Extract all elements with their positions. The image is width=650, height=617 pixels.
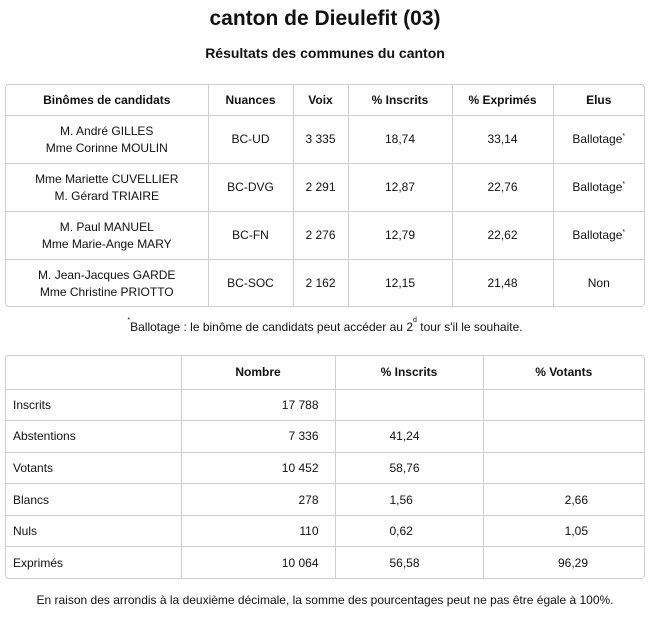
- exprimes-cell: 33,14: [452, 116, 553, 164]
- candidate-row: [6, 260, 644, 308]
- column-header: [6, 356, 181, 389]
- candidate-names: [6, 212, 208, 260]
- candidates-table: [6, 85, 644, 307]
- nombre-cell: 17 788: [181, 389, 335, 421]
- column-header: % Inscrits: [348, 85, 452, 116]
- stats-header-row: [6, 356, 644, 389]
- elus-value: Ballotage: [572, 132, 623, 146]
- candidate-names: [6, 116, 208, 164]
- footnote-marker: *: [622, 181, 626, 188]
- candidate-name: M. André GILLES: [60, 123, 154, 138]
- inscrits-cell: 41,24: [335, 421, 483, 453]
- elus-value: Ballotage: [572, 228, 623, 242]
- votants-cell: [483, 421, 644, 453]
- inscrits-cell: 58,76: [335, 452, 483, 484]
- page-title: canton de Dieulefit (03): [209, 7, 441, 30]
- elus-cell: [553, 116, 644, 164]
- votants-cell: 1,05: [483, 515, 644, 547]
- candidate-row: [6, 164, 644, 212]
- elus-value: Non: [587, 276, 610, 290]
- nombre-cell: 10 452: [181, 452, 335, 484]
- column-header: Nuances: [208, 85, 293, 116]
- column-header: Voix: [293, 85, 348, 116]
- candidate-name: Mme Mariette CUVELLIER: [35, 171, 179, 186]
- nombre-cell: 278: [181, 484, 335, 516]
- ballotage-footnote: [0, 317, 650, 334]
- candidate-row: [6, 116, 644, 164]
- nombre-cell: 7 336: [181, 421, 335, 453]
- candidate-name: Mme Marie-Ange MARY: [41, 236, 172, 251]
- ordinal-suffix: d: [413, 317, 417, 324]
- inscrits-cell: 18,74: [348, 116, 452, 164]
- rounding-note: En raison des arrondis à la deuxième décimale, la somme des pourcentages peut ne pas être égale à 100%.: [36, 593, 614, 607]
- elus-value: Ballotage: [572, 180, 623, 194]
- footnote-marker: *: [127, 317, 131, 324]
- candidates-header-row: [6, 85, 644, 116]
- candidate-name: M. Gérard TRIAIRE: [54, 188, 159, 203]
- stats-row: [6, 452, 644, 484]
- inscrits-cell: 12,79: [348, 212, 452, 260]
- candidates-table-container: [5, 84, 645, 307]
- column-header: Nombre: [181, 356, 335, 389]
- row-label: Nuls: [6, 515, 181, 547]
- footnote-marker: *: [622, 229, 626, 236]
- exprimes-cell: 21,48: [452, 260, 553, 308]
- footnote-text-end: tour s'il le souhaite.: [416, 320, 523, 334]
- stats-table-container: [5, 355, 645, 579]
- voix-cell: 2 291: [293, 164, 348, 212]
- candidate-names: [6, 260, 208, 308]
- inscrits-cell: 12,15: [348, 260, 452, 308]
- inscrits-cell: 1,56: [335, 484, 483, 516]
- voix-cell: 3 335: [293, 116, 348, 164]
- stats-row: [6, 389, 644, 421]
- inscrits-cell: [335, 389, 483, 421]
- votants-cell: 96,29: [483, 547, 644, 578]
- row-label: Abstentions: [6, 421, 181, 453]
- inscrits-cell: 12,87: [348, 164, 452, 212]
- elus-cell: [553, 260, 644, 308]
- candidate-name: Mme Corinne MOULIN: [45, 140, 168, 155]
- stats-row: [6, 484, 644, 516]
- inscrits-cell: 0,62: [335, 515, 483, 547]
- candidate-row: [6, 212, 644, 260]
- footnote-marker: *: [622, 133, 626, 140]
- votants-cell: 2,66: [483, 484, 644, 516]
- stats-row: [6, 421, 644, 453]
- nuance-cell: BC-FN: [208, 212, 293, 260]
- column-header: % Exprimés: [452, 85, 553, 116]
- row-label: Votants: [6, 452, 181, 484]
- row-label: Blancs: [6, 484, 181, 516]
- nuance-cell: BC-DVG: [208, 164, 293, 212]
- column-header: Elus: [553, 85, 644, 116]
- candidate-name: M. Paul MANUEL: [59, 219, 154, 234]
- candidate-name: Mme Christine PRIOTTO: [39, 284, 174, 299]
- inscrits-cell: 56,58: [335, 547, 483, 578]
- votants-cell: [483, 452, 644, 484]
- elus-cell: [553, 212, 644, 260]
- stats-row: [6, 515, 644, 547]
- stats-row: [6, 547, 644, 578]
- voix-cell: 2 276: [293, 212, 348, 260]
- row-label: Inscrits: [6, 389, 181, 421]
- exprimes-cell: 22,76: [452, 164, 553, 212]
- column-header: % Inscrits: [335, 356, 483, 389]
- nuance-cell: BC-SOC: [208, 260, 293, 308]
- column-header: Binômes de candidats: [6, 85, 208, 116]
- voix-cell: 2 162: [293, 260, 348, 308]
- nombre-cell: 10 064: [181, 547, 335, 578]
- nombre-cell: 110: [181, 515, 335, 547]
- stats-table: [6, 356, 644, 578]
- candidate-name: M. Jean-Jacques GARDE: [38, 267, 176, 282]
- elus-cell: [553, 164, 644, 212]
- exprimes-cell: 22,62: [452, 212, 553, 260]
- footnote-text: Ballotage : le binôme de candidats peut accéder au 2: [130, 320, 413, 334]
- row-label: Exprimés: [6, 547, 181, 578]
- page-subtitle: Résultats des communes du canton: [205, 45, 445, 61]
- nuance-cell: BC-UD: [208, 116, 293, 164]
- candidate-names: [6, 164, 208, 212]
- votants-cell: [483, 389, 644, 421]
- column-header: % Votants: [483, 356, 644, 389]
